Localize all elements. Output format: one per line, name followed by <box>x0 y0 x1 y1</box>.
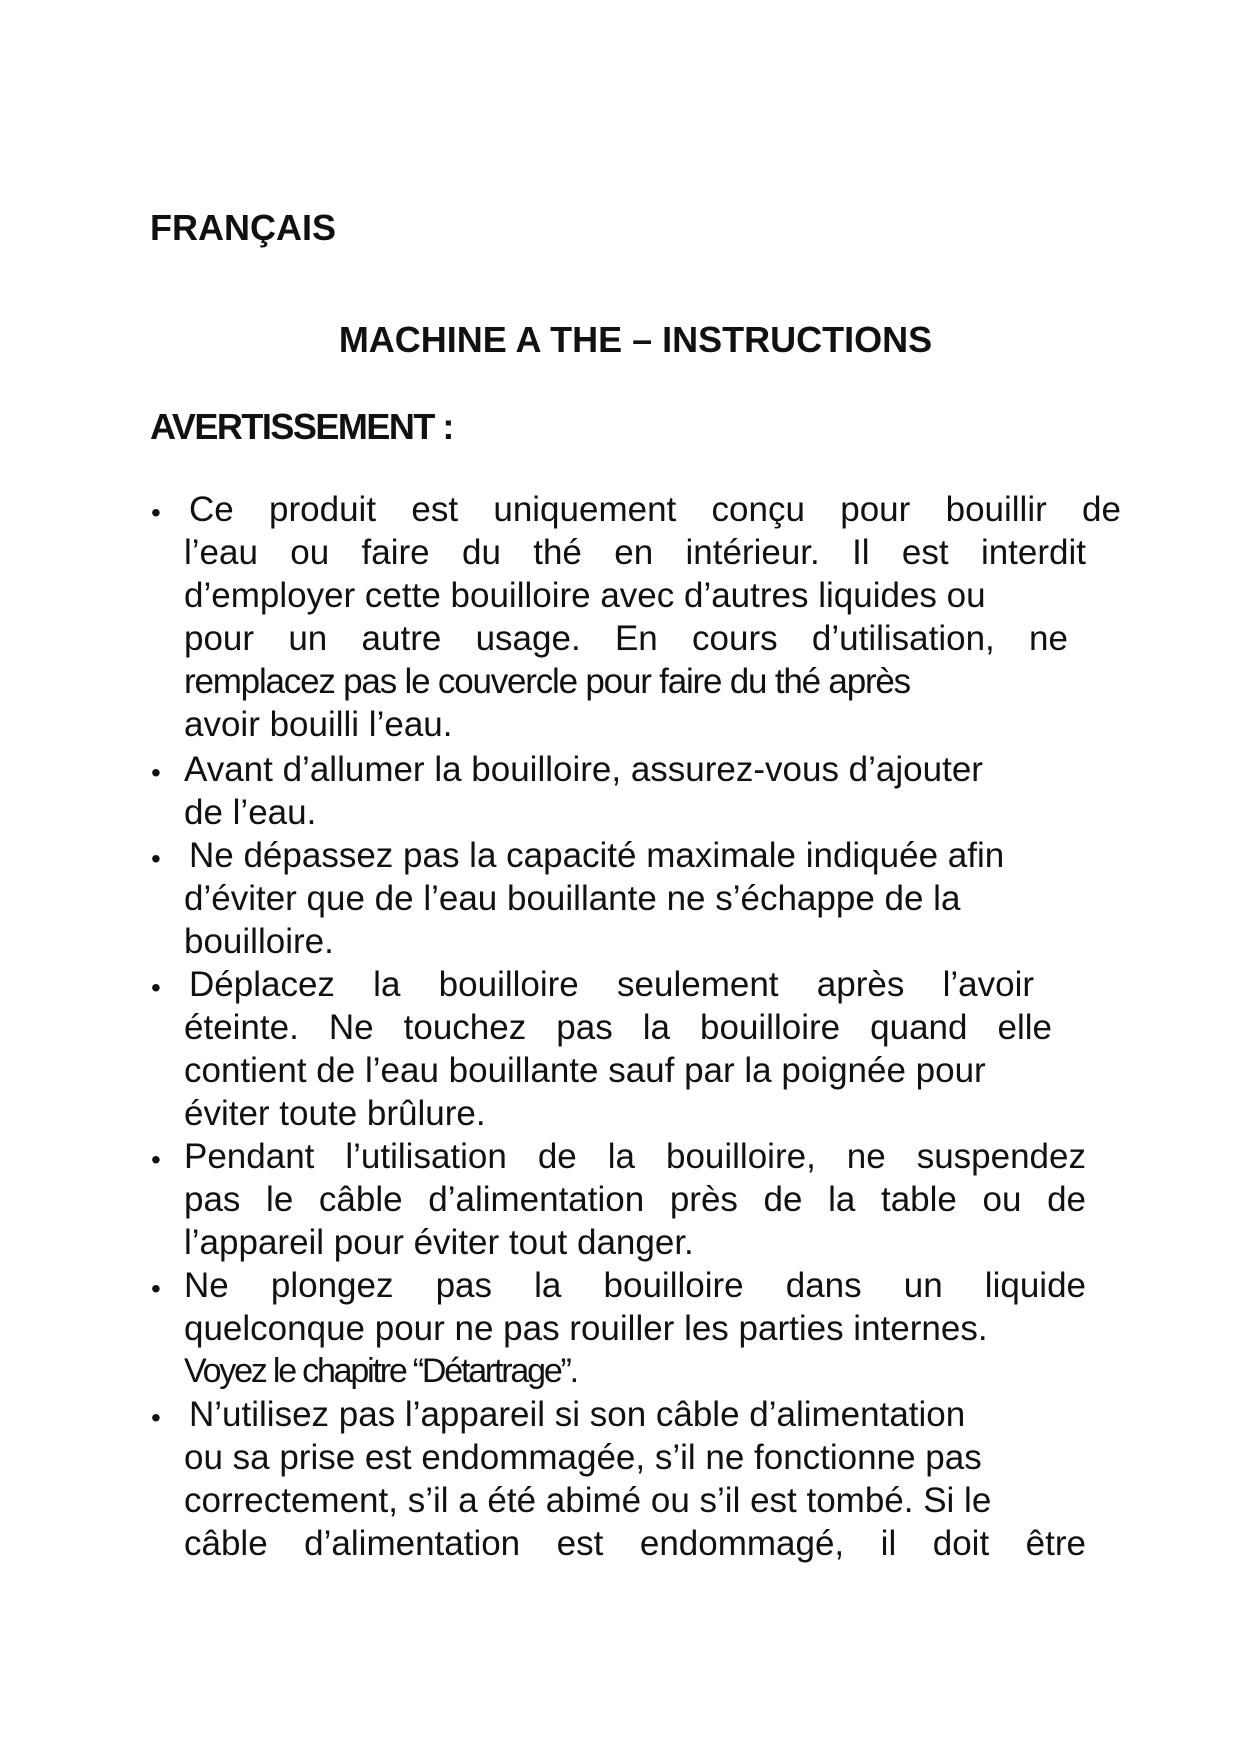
warning-line: câble d’alimentation est endommagé, il doit être <box>184 1524 1086 1563</box>
warning-line: pas le câble d’alimentation près de la table ou de <box>184 1180 1086 1219</box>
bullet-icon: • <box>151 1402 161 1433</box>
warning-heading: AVERTISSEMENT : <box>150 406 453 447</box>
warning-line: éteinte. Ne touchez pas la bouilloire quand elle <box>184 1008 1052 1047</box>
warning-line: l’eau ou faire du thé en intérieur. Il est interdit <box>184 533 1086 572</box>
warning-line: bouilloire. <box>184 922 334 961</box>
bullet-icon: • <box>151 1273 161 1304</box>
warning-line: N’utilisez pas l’appareil si son câble d’alimentation <box>189 1395 966 1434</box>
warning-line: d’éviter que de l’eau bouillante ne s’échappe de la <box>184 879 961 918</box>
warning-line: Ne plongez pas la bouilloire dans un liquide <box>184 1266 1086 1305</box>
warning-line: quelconque pour ne pas rouiller les parties internes. <box>184 1309 988 1348</box>
warning-line: Ce produit est uniquement conçu pour bouillir de <box>189 490 1121 529</box>
language-heading: FRANÇAIS <box>150 207 336 248</box>
warning-line: éviter toute brûlure. <box>184 1094 486 1133</box>
warning-line: d’employer cette bouilloire avec d’autres liquides ou <box>184 576 986 615</box>
warning-line: remplacez pas le couvercle pour faire du thé après <box>184 662 910 701</box>
warning-line: Déplacez la bouilloire seulement après l’avoir <box>189 965 1034 1004</box>
warning-line: Avant d’allumer la bouilloire, assurez-vous d’ajouter <box>184 750 983 789</box>
warning-line: Voyez le chapitre “Détartrage”. <box>184 1352 577 1390</box>
bullet-icon: • <box>151 497 161 528</box>
warning-line: l’appareil pour éviter tout danger. <box>184 1223 694 1262</box>
document-title: MACHINE A THE – INSTRUCTIONS <box>338 319 933 360</box>
bullet-icon: • <box>151 843 161 874</box>
warning-line: pour un autre usage. En cours d’utilisation, ne <box>184 619 1068 658</box>
bullet-icon: • <box>151 757 161 788</box>
bullet-icon: • <box>151 972 161 1003</box>
warning-line: avoir bouilli l’eau. <box>184 705 453 744</box>
bullet-icon: • <box>151 1144 161 1175</box>
warning-line: de l’eau. <box>184 793 317 832</box>
warning-line: ou sa prise est endommagée, s’il ne fonctionne pas <box>184 1438 982 1477</box>
warning-line: contient de l’eau bouillante sauf par la poignée pour <box>184 1051 986 1090</box>
warning-line: Pendant l’utilisation de la bouilloire, ne suspendez <box>184 1137 1086 1176</box>
warning-line: Ne dépassez pas la capacité maximale indiquée afin <box>189 836 1005 875</box>
warning-line: correctement, s’il a été abimé ou s’il est tombé. Si le <box>184 1481 992 1520</box>
